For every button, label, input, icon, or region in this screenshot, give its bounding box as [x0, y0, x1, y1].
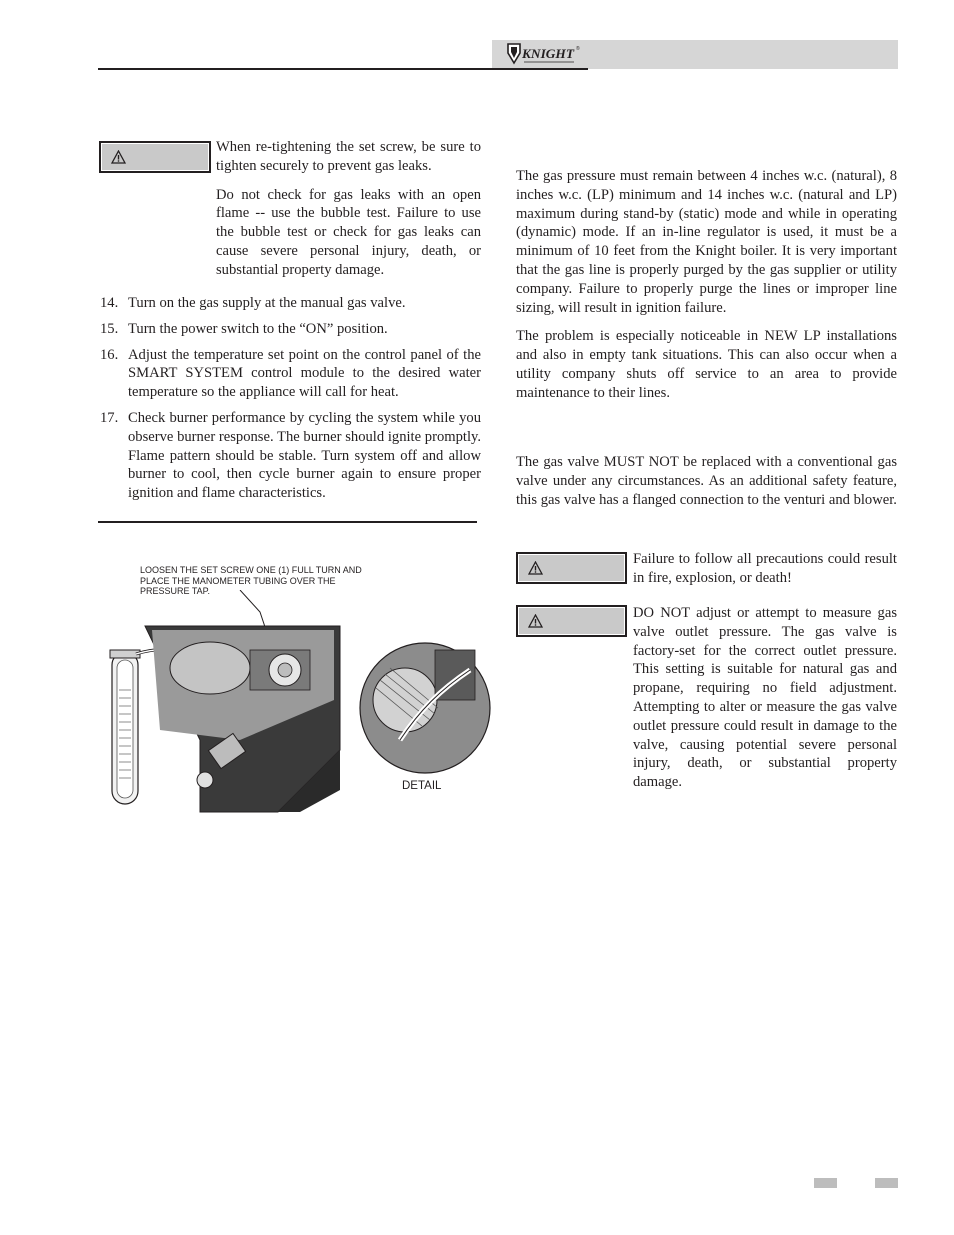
body-paragraph: The gas pressure must remain between 4 inches w.c. (natural), 8 inches w.c. (LP) minimum and 14 inches w.c. (natural and LP) maximum during stand-by (static) mode and while in operating (dynamic) mode. If an in-line regulator is used, it must be a minimum of 10 feet from the Knight boiler. It is very important that the gas line is properly purged by the gas supplier or utility company. Failure to properly purge the lines or improper line sizing, will result in ignition failure.	[516, 168, 897, 316]
knight-logo	[506, 41, 588, 67]
figure-rule	[98, 521, 477, 523]
body-paragraph: The problem is especially noticeable in NEW LP installations and also in empty tank situations. This can also occur when a utility company shuts off service to an area to provide maintenance to their lines.	[516, 328, 897, 401]
warning-text-2: Failure to follow all precautions could result in fire, explosion, or death!	[633, 551, 897, 586]
warning-text-1	[216, 138, 481, 288]
warning-label-box	[516, 605, 627, 637]
detail-label: DETAIL	[402, 780, 442, 792]
warning-triangle-icon	[528, 561, 543, 575]
list-item: 15. Turn the power switch to the “ON” position.	[100, 320, 388, 337]
figure-callout: LOOSEN THE SET SCREW ONE (1) FULL TURN AND PLACE THE MANOMETER TUBING OVER THE PRESSURE TAP.	[140, 565, 362, 597]
list-item: 14. Turn on the gas supply at the manual gas valve.	[100, 295, 406, 311]
right-column-text	[516, 167, 897, 411]
warning-label-box	[516, 552, 627, 584]
warning-triangle-icon	[528, 614, 543, 628]
warning-triangle-icon	[111, 150, 126, 164]
svg-text:®: ®	[576, 46, 580, 52]
list-item: 16. Adjust the temperature set point on the control panel of the SMART SYSTEM control module to the desired water temperature so the appliance will call for heat.	[100, 346, 481, 401]
page-tab	[875, 1178, 898, 1188]
page-tab	[814, 1178, 837, 1188]
warning-paragraph: When re-tightening the set screw, be sure to tighten securely to prevent gas leaks.	[216, 139, 481, 174]
header-rule	[98, 68, 588, 70]
procedure-steps	[100, 294, 481, 510]
list-item: 17. Check burner performance by cycling the system while you observe burner response. The burner should ignite promptly. Flame pattern should be stable. Turn system off and allow burner to cool, then cycle burner again to ensure proper ignition and flame characteristics.	[100, 409, 481, 502]
warning-paragraph: Do not check for gas leaks with an open flame -- use the bubble test. Failure to use the bubble test or check for gas leaks can cause severe personal injury, death, or substantial property damage.	[216, 186, 481, 278]
warning-label-box	[99, 141, 211, 173]
svg-text:KNIGHT: KNIGHT	[520, 46, 576, 61]
warning-text-3: DO NOT adjust or attempt to measure gas valve outlet pressure. The gas valve is factory-set for the correct outlet pressure. This setting is suitable for natural gas and propane, requiring no field adjustment. Attempting to alter or measure the gas valve outlet pressure could result in damage to the valve, causing potential severe personal injury, death, or substantial property damage.	[633, 605, 897, 791]
gas-valve-paragraph: The gas valve MUST NOT be replaced with a conventional gas valve under any circumstances. As an additional safety feature, this gas valve has a flanged connection to the venturi and blower.	[516, 454, 897, 508]
